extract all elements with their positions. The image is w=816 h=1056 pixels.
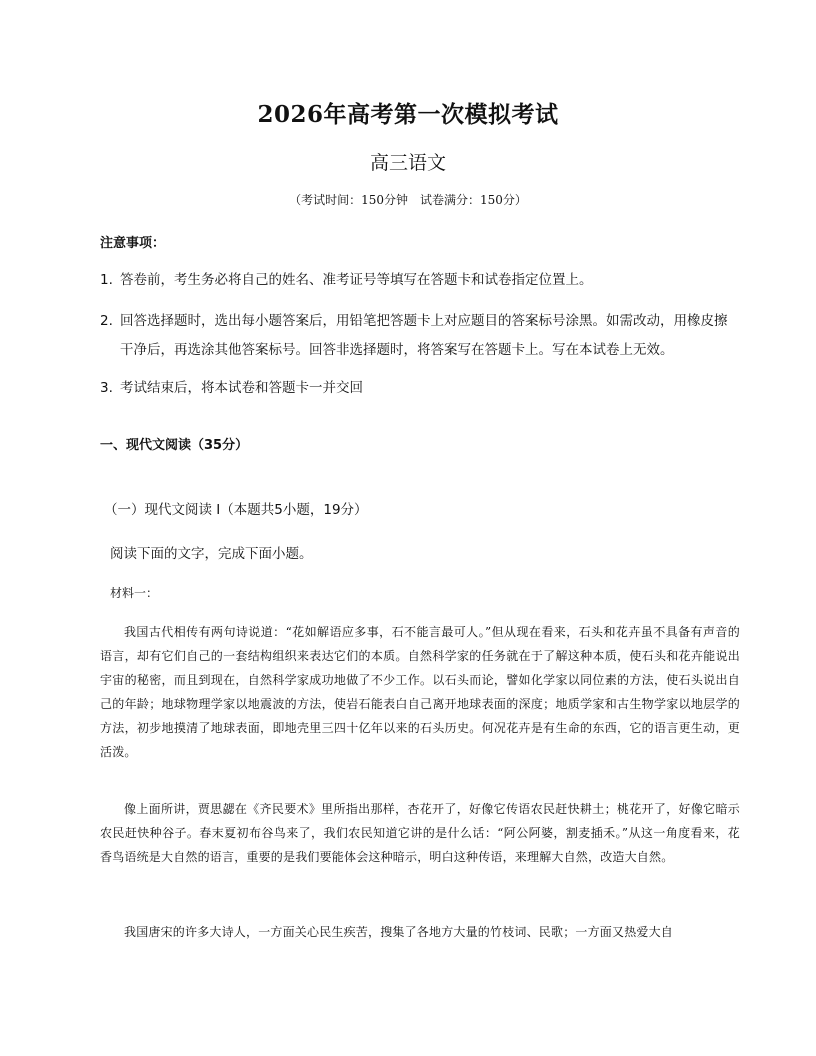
exam-subject: 高三语文	[369, 152, 446, 174]
passage-paragraph: 我国古代相传有两句诗说道：“花如解语应多事，石不能言最可人。”但从现在看来，石头和花卉虽不具备有声音的语言，却有它们自己的一套结构组织来表达它们的本质。自然科学家的任务就在于了解这种本质，使石头和花卉能说出宇宙的秘密，而且到现在，自然科学家成功地做了不少工作。以石头而论，譬如化学家以同位素的方法，使石头说出自己的年龄；地球物理学家以地震波的方法，使岩石能表白自己离开地球表面的深度；地质学家和古生物学家以地层学的方法，初步地摸清了地球表面，即地壳里三四十亿年以来的石头历史。何况花卉是有生命的东西，它的语言更生动，更活泼。	[100, 625, 740, 759]
exam-title: 2026年高考第一次模拟考试	[257, 101, 559, 128]
notice-item	[100, 374, 740, 403]
passage-paragraph: 我国唐宋的许多大诗人，一方面关心民生疾苦，搜集了各地方大量的竹枝词、民歌；一方面又热爱大自	[124, 925, 674, 939]
notice-item-number: 3.	[100, 380, 113, 396]
notice-item-text: 答卷前，考生务必将自己的姓名、准考证号等填写在答题卡和试卷指定位置上。	[120, 272, 593, 288]
notice-item	[100, 266, 740, 295]
notice-item-text: 回答选择题时，选出每小题答案后，用铅笔把答题卡上对应题目的答案标号涂黑。如需改动，用橡皮擦干净后，再选涂其他答案标号。回答非选择题时，将答案写在答题卡上。写在本试卷上无效。	[120, 313, 728, 358]
passage-paragraph: 像上面所讲，贾思勰在《齐民要术》里所指出那样，杏花开了，好像它传语农民赶快耕土；桃花开了，好像它暗示农民赶快种谷子。春末夏初布谷鸟来了，我们农民知道它讲的是什么话：“阿公阿婆，割麦插禾。”从这一角度看来，花香鸟语统是大自然的语言，重要的是我们要能体会这种暗示，明白这种传语，来理解大自然，改造大自然。	[100, 802, 740, 864]
material-label: 材料一：	[110, 586, 159, 600]
notice-item-number: 1.	[100, 272, 113, 288]
notice-item	[100, 307, 740, 365]
section-heading: 一、现代文阅读（35分）	[100, 438, 249, 453]
notice-item-number: 2.	[100, 313, 113, 329]
notice-item-text: 考试结束后，将本试卷和答题卡一并交回	[120, 380, 363, 396]
notice-heading: 注意事项：	[100, 236, 166, 251]
exam-info: （考试时间：150分钟 试卷满分：150分）	[289, 193, 527, 207]
subsection-heading: （一）现代文阅读 I（本题共5小题，19分）	[104, 502, 368, 518]
reading-instruction: 阅读下面的文字，完成下面小题。	[110, 546, 313, 562]
